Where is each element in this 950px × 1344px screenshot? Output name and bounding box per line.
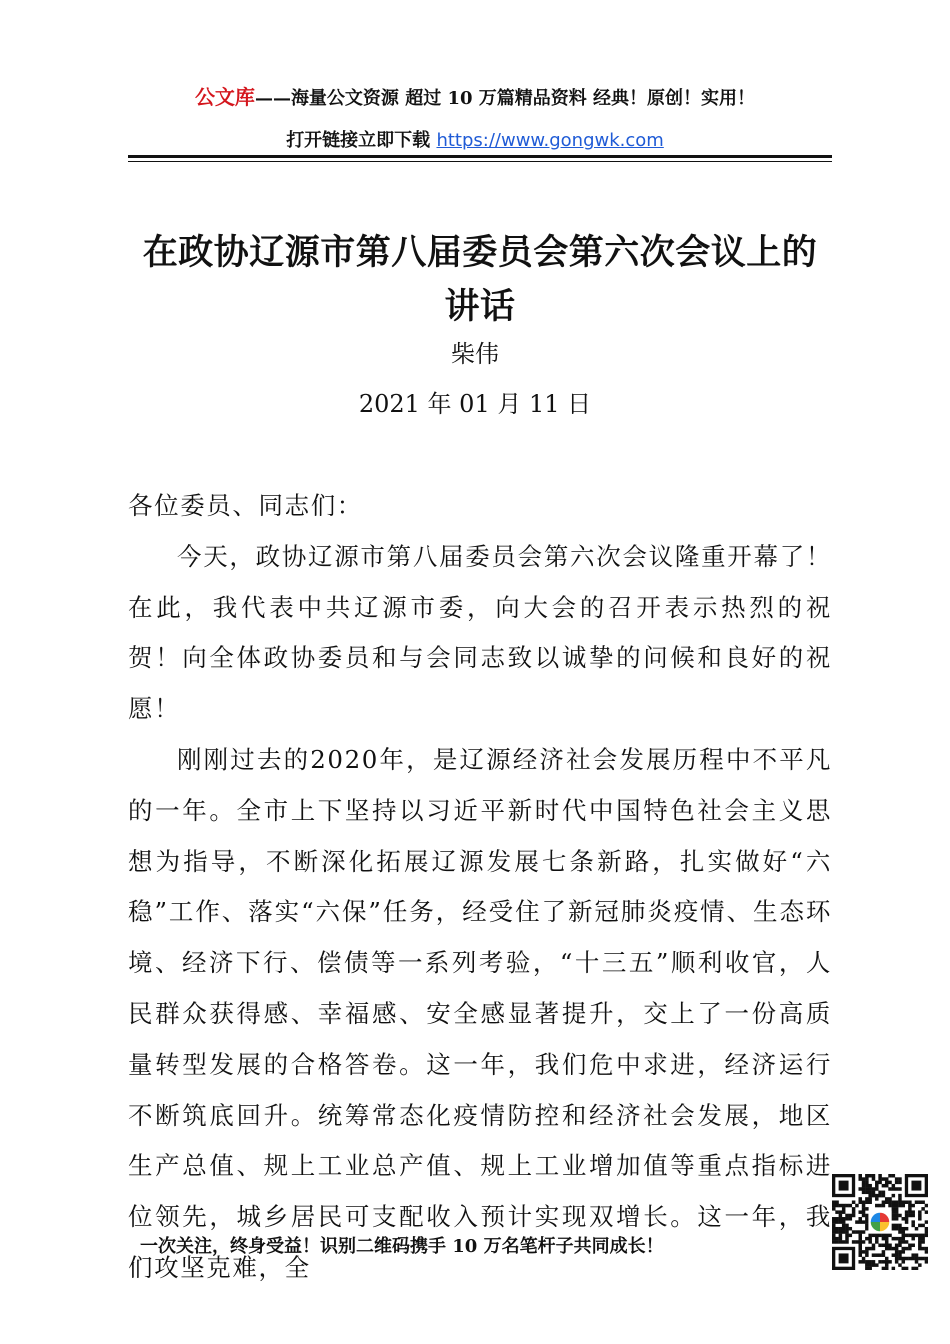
salutation: 各位委员、同志们：: [128, 491, 363, 520]
download-link[interactable]: https://www.gongwk.com: [436, 130, 664, 151]
document-body: [128, 481, 832, 1294]
qr-code-icon[interactable]: [832, 1174, 928, 1270]
header-slogan: ——海量公文资源 超过 10 万篇精品资料 经典！原创！实用！: [254, 88, 756, 109]
document-author: 柴伟: [451, 340, 499, 368]
footer-text: 一次关注，终身受益！识别二维码携手 10 万名笔杆子共同成长！: [140, 1236, 664, 1257]
header-divider-thick: [128, 155, 832, 158]
paragraph: 今天，政协辽源市第八届委员会第六次会议隆重开幕了！在此，我代表中共辽源市委，向大会的召开表示热烈的祝贺！向全体政协委员和与会同志致以诚挚的问候和良好的祝愿！: [128, 541, 832, 724]
document-date: 2021 年 01 月 11 日: [358, 390, 592, 418]
header-slogan-line: [0, 84, 950, 112]
header-divider-thin: [128, 161, 832, 162]
download-prefix: 打开链接立即下载: [286, 130, 437, 151]
document-title: 在政协辽源市第八届委员会第六次会议上的讲话: [142, 232, 818, 327]
paragraph: 刚刚过去的2020年，是辽源经济社会发展历程中不平凡的一年。全市上下坚持以习近平新时代中国特色社会主义思想为指导，不断深化拓展辽源发展七条新路，扎实做好“六稳”工作、落实“六保”任务，经受住了新冠肺炎疫情、生态环境、经济下行、偿债等一系列考验，“十三五”顺利收官，人民群众获得感、幸福感、安全感显著提升，交上了一份高质量转型发展的合格答卷。这一年，我们危中求进，经济运行不断筑底回升。统筹常态化疫情防控和经济社会发展，地区生产总值、规上工业总产值、规上工业增加值等重点指标进位领先，城乡居民可支配收入预计实现双增长。这一年，我们攻坚克难，全: [128, 744, 832, 1282]
brand-name: 公文库: [194, 85, 255, 109]
header-download-line: [0, 128, 950, 154]
qr-code-graphic: [832, 1174, 928, 1270]
